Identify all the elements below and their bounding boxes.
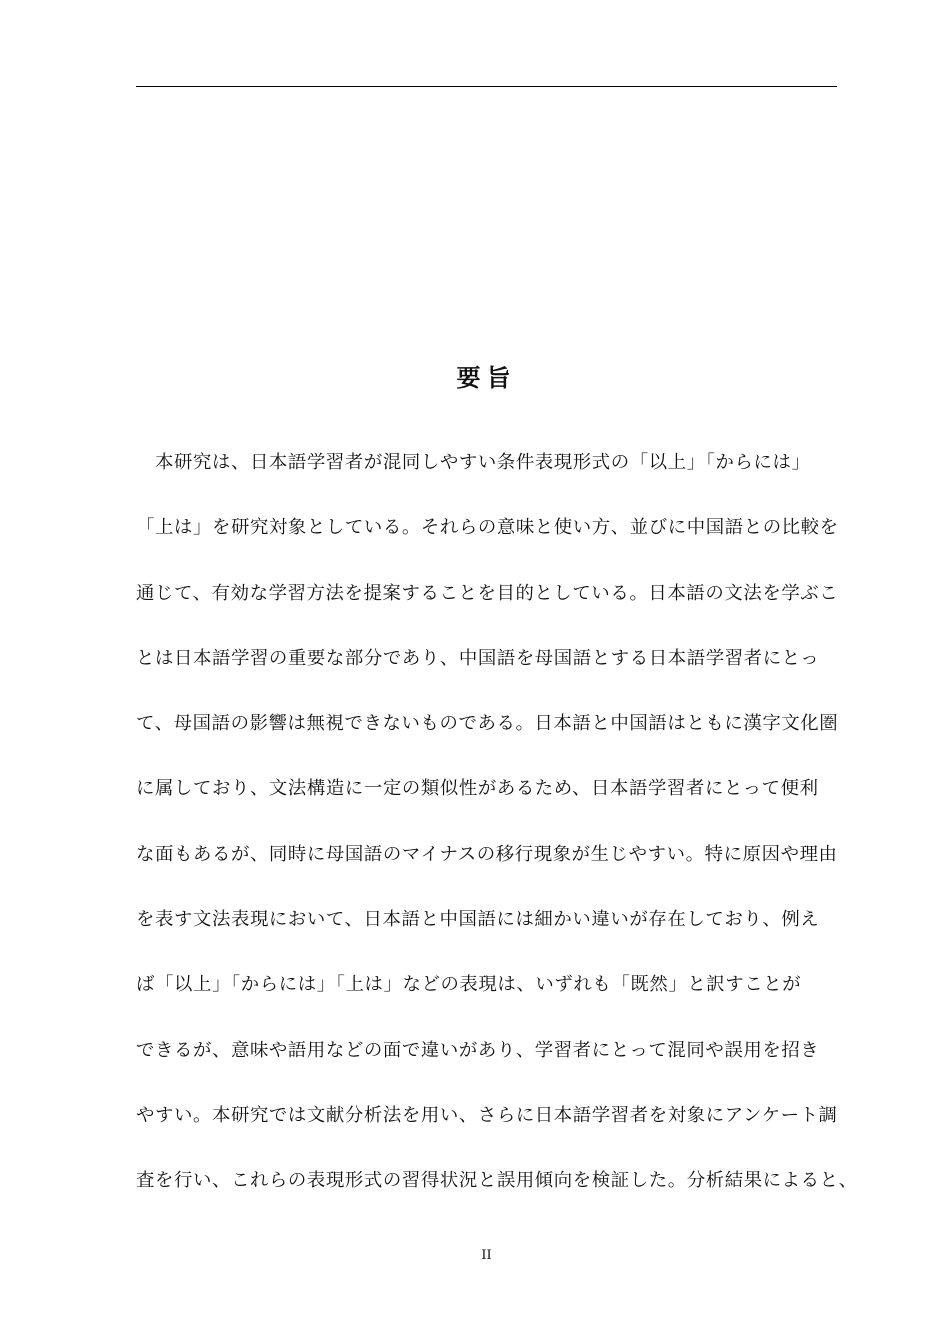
abstract-body [136,448,856,1232]
text-line: とは日本語学習の重要な部分であり、中国語を母国語とする日本語学習者にとっ [136,647,820,669]
text-line: 「上は」を研究対象としている。それらの意味と使い方、並びに中国語との比較を [136,517,839,539]
text-line: を表す文法表現において、日本語と中国語には細かい違いが存在しており、例え [136,909,820,931]
text-line: 査を行い、これらの表現形式の習得状況と誤用傾向を検証した。分析結果によると、 [136,1170,858,1192]
header-rule [136,86,837,87]
text-line: やすい。本研究では文献分析法を用い、さらに日本語学習者を対象にアンケート調 [136,1104,838,1126]
text-line: ば「以上」「からには」「上は」などの表現は、いずれも「既然」と訳すことが [136,974,802,996]
text-line: に属しており、文法構造に一定の類似性があるため、日本語学習者にとって便利 [136,778,819,800]
text-line: な面もあるが、同時に母国語のマイナスの移行現象が生じやすい。特に原因や理由 [136,843,838,865]
text-line: 本研究は、日本語学習者が混同しやすい条件表現形式の「以上」「からには」 [136,452,811,473]
text-line: て、母国語の影響は無視できないものである。日本語と中国語はともに漢字文化圏 [136,713,839,735]
text-line: 通じて、有効な学習方法を提案することを目的としている。日本語の文法を学ぶこ [136,582,839,604]
page-number: II [481,1248,492,1263]
text-line: できるが、意味や語用などの面で違いがあり、学習者にとって混同や誤用を招き [136,1039,820,1061]
page-title: 要旨 [456,363,517,392]
